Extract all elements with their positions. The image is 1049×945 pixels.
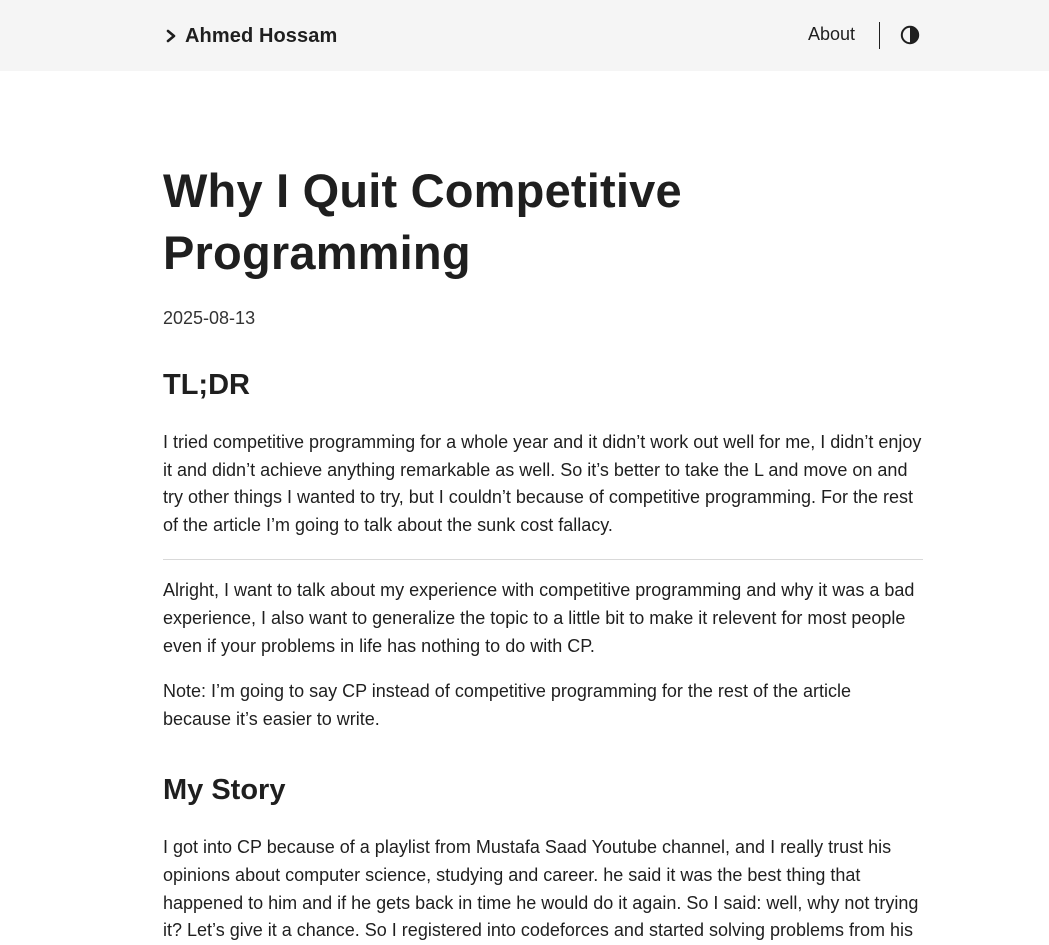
article-date: 2025-08-13	[163, 308, 256, 328]
theme-toggle-button[interactable]	[899, 24, 921, 46]
paragraph-note: Note: I’m going to say CP instead of competitive programming for the rest of the article because it’s easier to write.	[163, 681, 851, 729]
top-navigation-bar	[0, 0, 1049, 71]
section-divider	[163, 559, 923, 560]
heading-tldr: TL;DR	[163, 369, 250, 401]
site-name: Ahmed Hossam	[185, 24, 338, 47]
paragraph-story: I got into CP because of a playlist from Mustafa Saad Youtube channel, and I really trust his opinions about computer science, studying and career. he said it was the best thing that happened to him and if he gets back in time he would do it again. So I said: well, why not trying it? Let’s give it a chance. So I registered into codeforces and started solving problems from his	[163, 837, 919, 941]
nav-divider	[879, 22, 880, 49]
article-title: Why I Quit Competitive Programming	[163, 164, 682, 279]
contrast-icon	[900, 25, 920, 45]
chevron-right-icon	[165, 29, 177, 43]
paragraph-tldr: I tried competitive programming for a whole year and it didn’t work out well for me, I didn’t enjoy it and didn’t achieve anything remarkable as well. So it’s better to take the L and move on and try other things I wanted to try, but I couldn’t because of competitive programming. For the rest of the article I’m going to talk about the sunk cost fallacy.	[163, 432, 922, 535]
nav-about-link[interactable]: About	[808, 24, 856, 44]
heading-my-story: My Story	[163, 774, 286, 807]
paragraph-intro: Alright, I want to talk about my experience with competitive programming and why it was a bad experience, I also want to generalize the topic to a little bit to make it relevent for most people even if your problems in life has nothing to do with CP.	[163, 580, 915, 656]
site-home-link[interactable]	[165, 22, 337, 50]
article	[163, 160, 923, 945]
